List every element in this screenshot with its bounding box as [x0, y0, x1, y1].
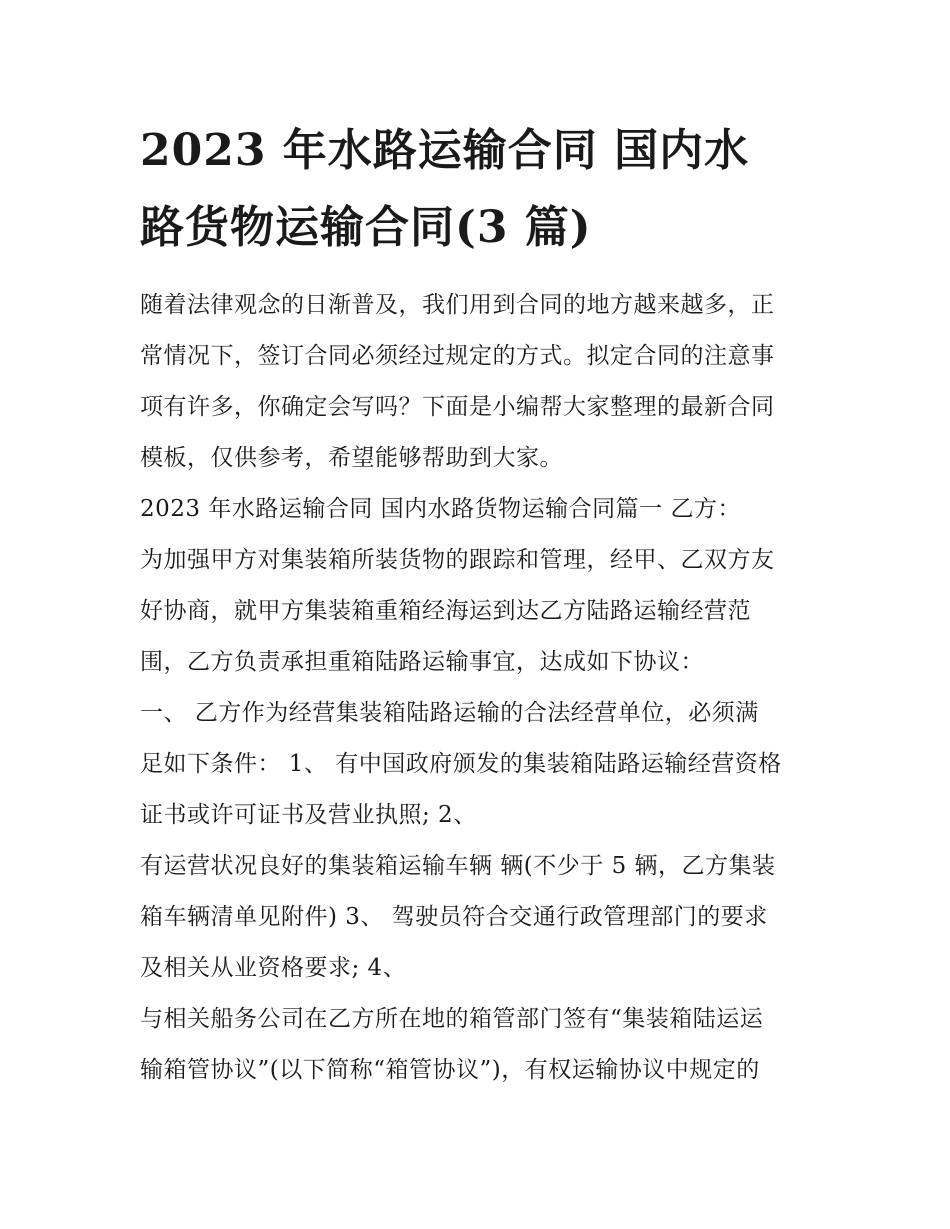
paragraph-section-heading: 2023 年水路运输合同 国内水路货物运输合同篇一 乙方：	[140, 496, 741, 522]
paragraph-intro: 随着法律观念的日渐普及，我们用到合同的地方越来越多，正 常情况下，签订合同必须经过规定的方式。拟定合同的注意事 项有许多，你确定会写吗？下面是小编帮大家整理的最新合同 模板，仅供参考，希望能够帮助到大家。	[140, 292, 775, 471]
document-page	[140, 112, 820, 1096]
paragraph-clause-2: 有运营状况良好的集装箱运输车辆 辆(不少于 5 辆，乙方集装 箱车辆清单见附件) 3、 驾驶员符合交通行政管理部门的要求 及相关从业资格要求; 4、	[140, 853, 776, 981]
paragraph-purpose: 为加强甲方对集装箱所装货物的跟踪和管理，经甲、乙双方友 好协商，就甲方集装箱重箱经海运到达乙方陆路运输经营范 围，乙方负责承担重箱陆路运输事宜，达成如下协议：	[140, 547, 775, 675]
paragraph-clause-1: 一、 乙方作为经营集装箱陆路运输的合法经营单位，必须满 足如下条件： 1、 有中国政府颁发的集装箱陆路运输经营资格 证书或许可证书及营业执照; 2、	[140, 700, 782, 828]
paragraph-clause-4: 与相关船务公司在乙方所在地的箱管部门签有“集装箱陆运运 输箱管协议”(以下简称“箱管协议”)，有权运输协议中规定的	[140, 1006, 764, 1083]
document-body	[140, 280, 820, 1096]
document-title: 2023 年水路运输合同 国内水 路货物运输合同(3 篇)	[140, 125, 750, 253]
